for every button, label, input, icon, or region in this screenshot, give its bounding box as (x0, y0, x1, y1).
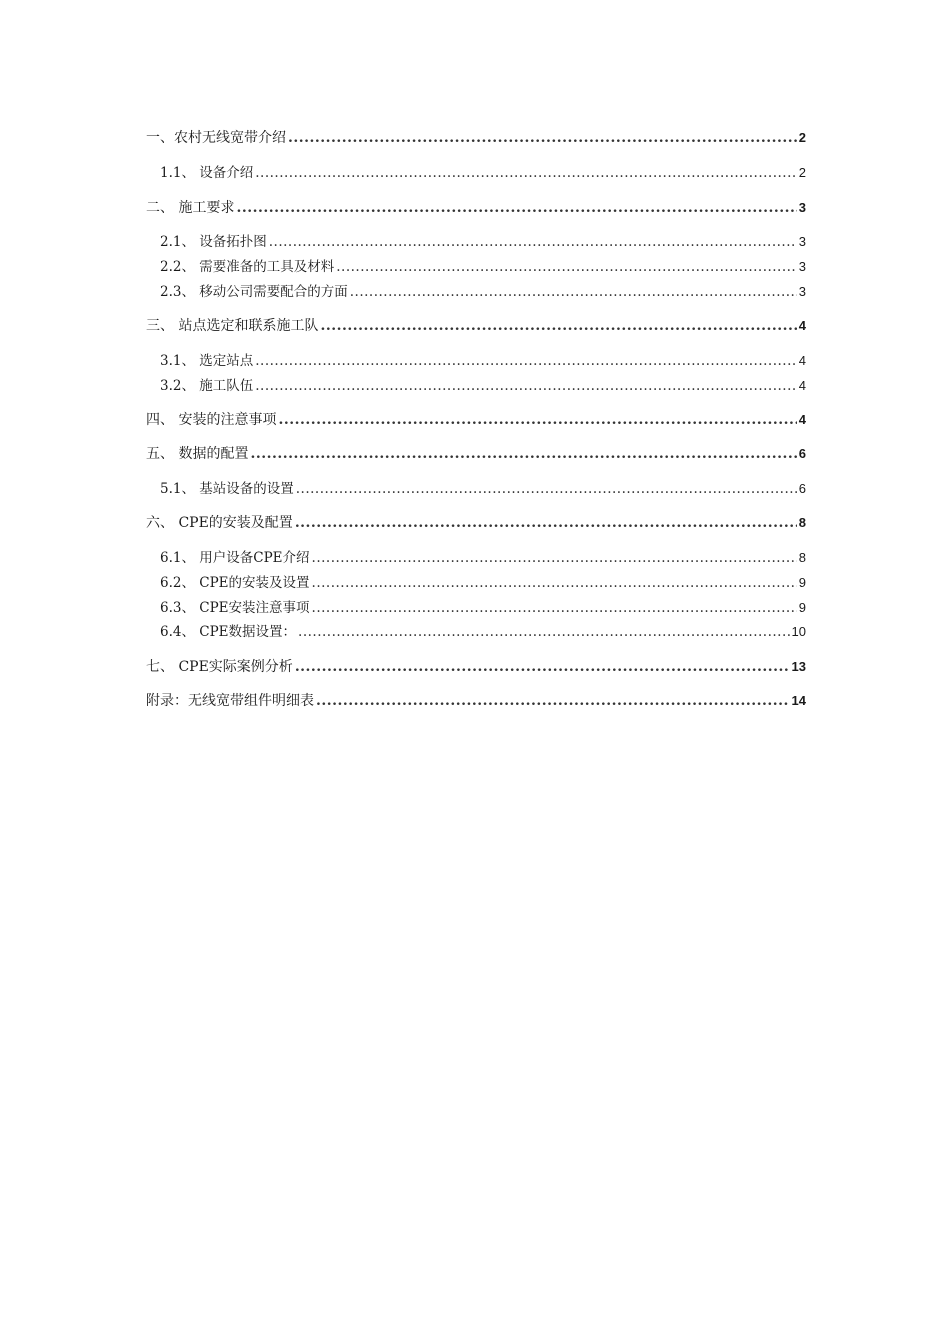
toc-dot-leader (295, 513, 797, 533)
toc-page-number: 3 (798, 259, 806, 274)
toc-entry[interactable] (146, 691, 806, 711)
toc-page-number: 4 (798, 378, 806, 393)
toc-entry[interactable] (160, 257, 806, 277)
toc-page-number: 3 (798, 234, 806, 249)
toc-entry[interactable] (160, 573, 806, 593)
toc-entry-label: 七、 CPE实际案例分析 (146, 659, 293, 675)
toc-page-number: 14 (791, 693, 806, 708)
toc-entry-label: 2.1、 设备拓扑图 (160, 234, 267, 250)
toc-dot-leader (250, 444, 796, 464)
toc-dot-leader (236, 198, 796, 218)
toc-dot-leader (298, 622, 790, 642)
toc-dot-leader (296, 479, 797, 499)
toc-dot-leader (278, 410, 796, 430)
toc-page-number: 3 (798, 284, 806, 299)
toc-dot-leader (312, 598, 797, 618)
toc-entry-label: 四、 安装的注意事项 (146, 412, 277, 428)
toc-page-number: 6 (798, 481, 806, 496)
toc-page-number: 13 (791, 659, 806, 674)
toc-page-number: 4 (798, 353, 806, 368)
toc-page-number: 8 (798, 515, 806, 530)
toc-dot-leader (320, 316, 796, 336)
toc-entry[interactable] (146, 128, 806, 148)
toc-entry-label: 6.2、 CPE的安装及设置 (160, 575, 310, 591)
toc-entry-label: 三、 站点选定和联系施工队 (146, 318, 319, 334)
toc-entry[interactable] (160, 479, 806, 499)
toc-entry-label: 附录：无线宽带组件明细表 (146, 693, 314, 709)
toc-dot-leader (255, 163, 797, 183)
toc-entry-label: 二、 施工要求 (146, 200, 235, 216)
toc-dot-leader (255, 351, 797, 371)
toc-page-number: 2 (798, 165, 806, 180)
toc-page-number: 4 (798, 318, 806, 333)
toc-entry-label: 6.1、 用户设备CPE介绍 (160, 550, 310, 566)
toc-entry-label: 2.2、 需要准备的工具及材料 (160, 259, 335, 275)
toc-entry[interactable] (160, 598, 806, 618)
toc-page-number: 9 (798, 600, 806, 615)
toc-page-number: 8 (798, 550, 806, 565)
toc-page-number: 4 (798, 412, 806, 427)
toc-entry-label: 1.1、 设备介绍 (160, 165, 254, 181)
toc-entry[interactable] (146, 657, 806, 677)
toc-entry[interactable] (146, 410, 806, 430)
toc-entry[interactable] (146, 198, 806, 218)
toc-page-number: 6 (798, 446, 806, 461)
toc-entry-label: 六、 CPE的安装及配置 (146, 515, 293, 531)
toc-entry[interactable] (160, 232, 806, 252)
toc-entry[interactable] (160, 282, 806, 302)
toc-dot-leader (350, 282, 797, 302)
toc-entry[interactable] (160, 376, 806, 396)
toc-page-number: 9 (798, 575, 806, 590)
toc-entry-label: 3.1、 选定站点 (160, 353, 254, 369)
toc-entry-label: 2.3、 移动公司需要配合的方面 (160, 284, 348, 300)
toc-entry[interactable] (146, 316, 806, 336)
toc-dot-leader (255, 376, 797, 396)
toc-dot-leader (312, 548, 797, 568)
toc-page-number: 10 (791, 624, 806, 639)
toc-entry-label: 6.3、 CPE安装注意事项 (160, 600, 310, 616)
toc-entry[interactable] (160, 163, 806, 183)
toc-dot-leader (336, 257, 797, 277)
toc-entry-label: 一、农村无线宽带介绍 (146, 130, 286, 146)
toc-entry[interactable] (160, 548, 806, 568)
toc-dot-leader (316, 691, 790, 711)
toc-page-number: 3 (798, 200, 806, 215)
toc-dot-leader (295, 657, 790, 677)
toc-page-number: 2 (798, 130, 806, 145)
toc-dot-leader (288, 128, 797, 148)
toc-entry-label: 3.2、 施工队伍 (160, 378, 254, 394)
toc-dot-leader (269, 232, 797, 252)
toc-entry-label: 5.1、 基站设备的设置 (160, 481, 294, 497)
toc-entry[interactable] (160, 622, 806, 642)
toc-entry[interactable] (146, 513, 806, 533)
toc-entry[interactable] (146, 444, 806, 464)
toc-dot-leader (312, 573, 797, 593)
toc-entry-label: 6.4、 CPE数据设置： (160, 624, 297, 640)
toc-entry-label: 五、 数据的配置 (146, 446, 249, 462)
toc-entry[interactable] (160, 351, 806, 371)
